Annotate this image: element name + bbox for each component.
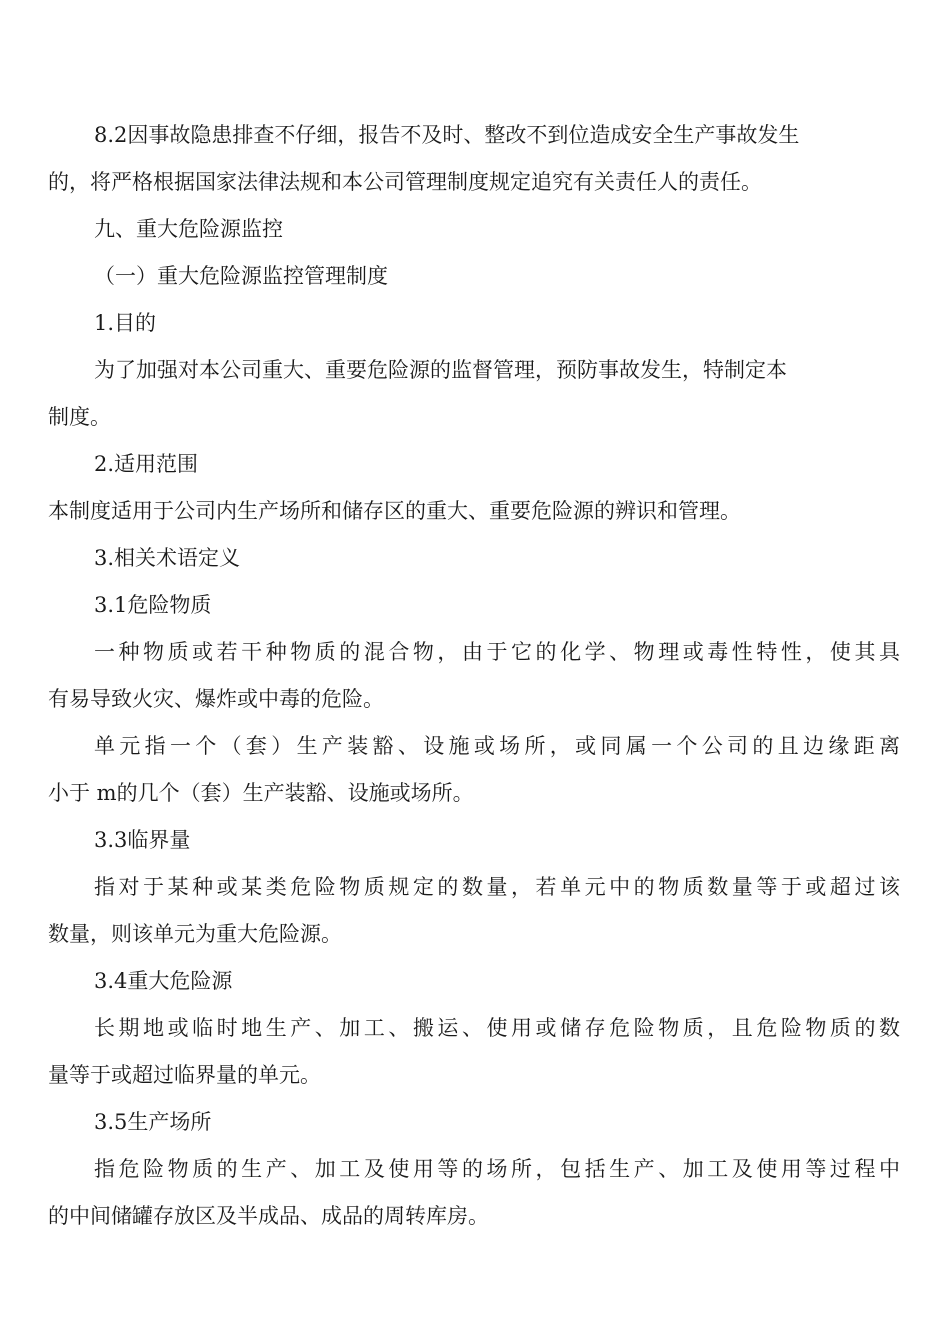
text-line: 的中间储罐存放区及半成品、成品的周转库房。 (48, 1204, 489, 1228)
subsection-heading: （一）重大危险源监控管理制度 (94, 264, 388, 288)
text-line: 数量，则该单元为重大危险源。 (48, 922, 342, 946)
text-line: 小于 m的几个（套）生产装豁、设施或场所。 (48, 781, 474, 805)
item-heading: 3.5生产场所 (94, 1110, 212, 1134)
item-heading: 1.目的 (94, 311, 157, 335)
text-line: 制度。 (48, 405, 111, 429)
text-line: 的，将严格根据国家法律法规和本公司管理制度规定追究有关责任人的责任。 (48, 170, 762, 194)
text-line: 为了加强对本公司重大、重要危险源的监督管理，预防事故发生，特制定本 (94, 358, 787, 382)
item-heading: 3.4重大危险源 (94, 969, 233, 993)
section-heading: 九、重大危险源监控 (94, 217, 283, 241)
text-line: 指对于某种或某类危险物质规定的数量，若单元中的物质数量等于或超过该 (94, 875, 900, 899)
item-heading: 3.3临界量 (94, 828, 191, 852)
document-body (48, 112, 900, 1240)
text-line: 本制度适用于公司内生产场所和储存区的重大、重要危险源的辨识和管理。 (48, 499, 741, 523)
item-heading: 3.1危险物质 (94, 593, 212, 617)
text-line: 指危险物质的生产、加工及使用等的场所，包括生产、加工及使用等过程中 (94, 1157, 900, 1181)
text-line: 长期地或临时地生产、加工、搬运、使用或储存危险物质，且危险物质的数 (94, 1016, 900, 1040)
text-line: 单元指一个（套）生产装豁、设施或场所，或同属一个公司的且边缘距离 (94, 734, 900, 758)
text-line: 8.2因事故隐患排查不仔细，报告不及时、整改不到位造成安全生产事故发生 (94, 123, 800, 147)
text-line: 有易导致火灾、爆炸或中毒的危险。 (48, 687, 384, 711)
text-line: 量等于或超过临界量的单元。 (48, 1063, 321, 1087)
item-heading: 3.相关术语定义 (94, 546, 241, 570)
text-line: 一种物质或若干种物质的混合物，由于它的化学、物理或毒性特性，使其具 (94, 640, 900, 664)
item-heading: 2.适用范围 (94, 452, 199, 476)
